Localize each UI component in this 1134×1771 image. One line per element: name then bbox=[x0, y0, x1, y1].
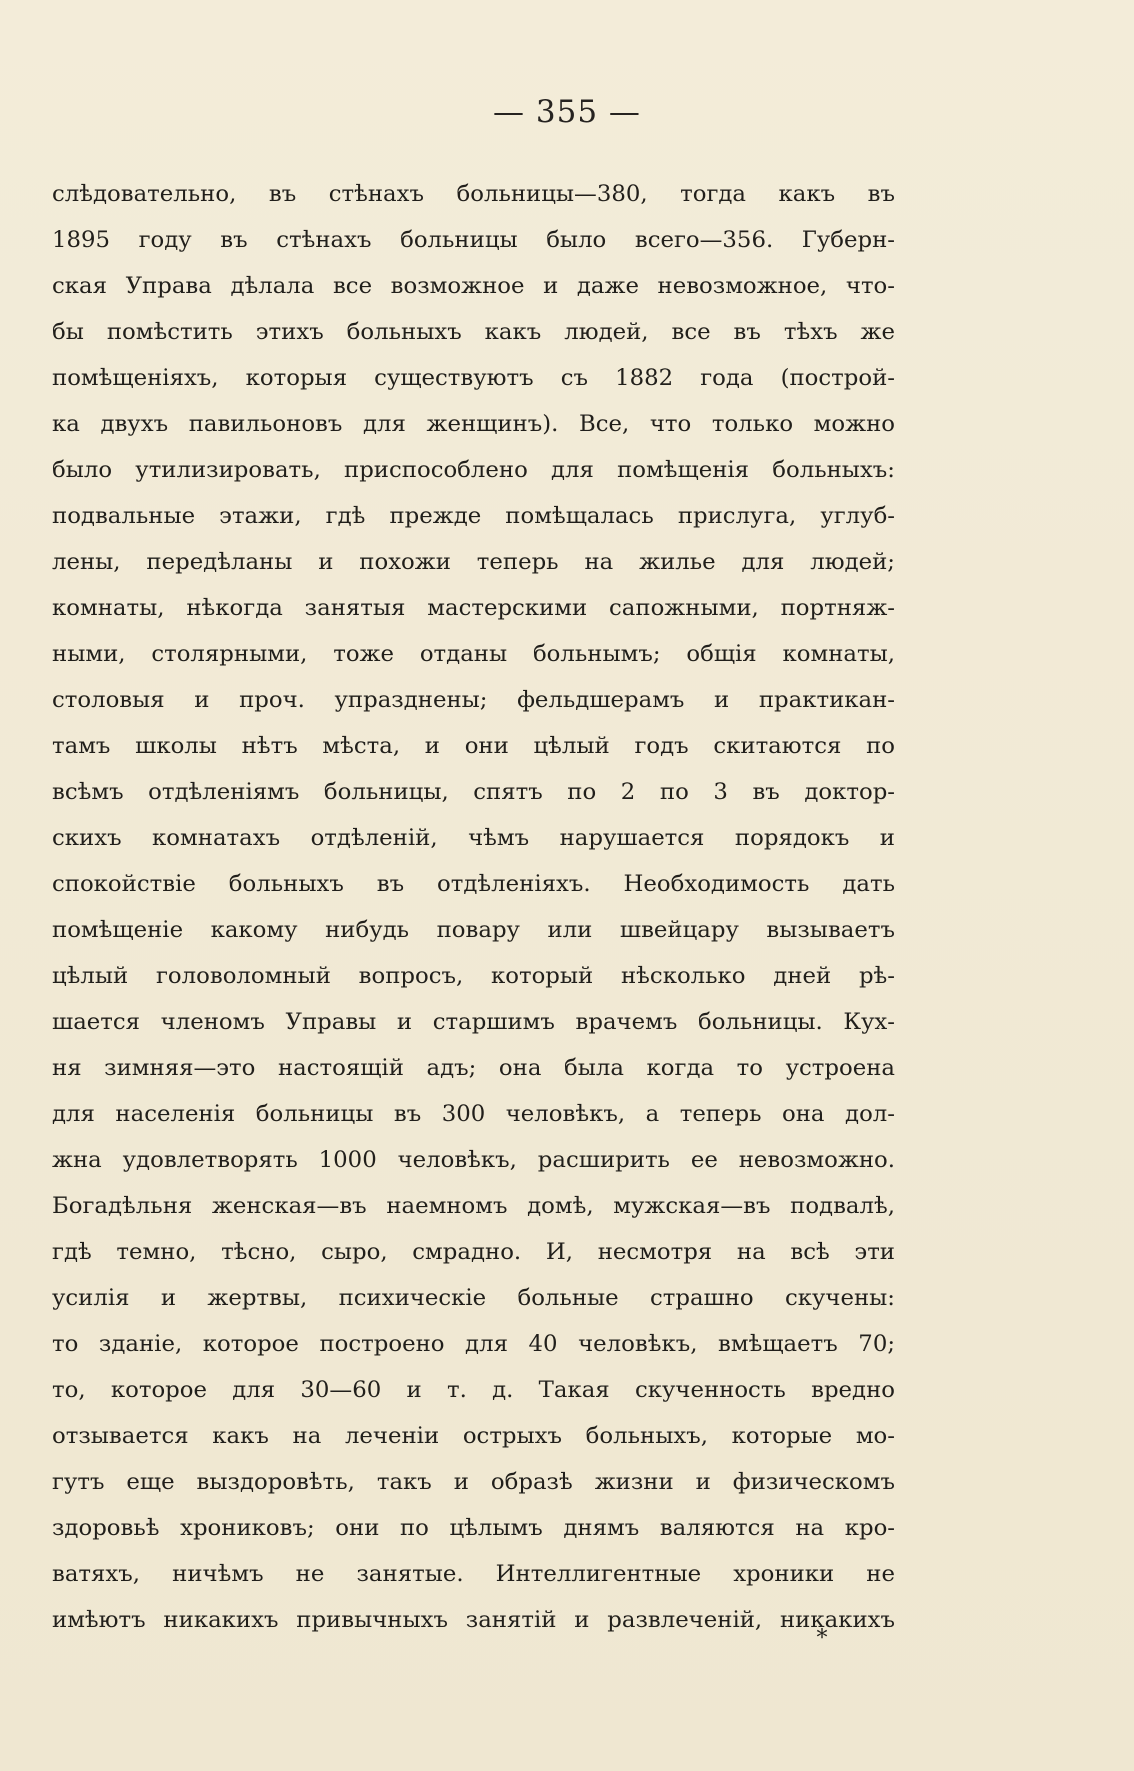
text-line: жна удовлетворять 1000 человѣкъ, расширить ее невозможно. bbox=[52, 1147, 895, 1173]
footer-mark: * bbox=[816, 1626, 828, 1651]
text-line: ными, столярными, тоже отданы больнымъ; общія комнаты, bbox=[52, 641, 895, 667]
text-line: скихъ комнатахъ отдѣленій, чѣмъ нарушается порядокъ и bbox=[52, 825, 895, 851]
body-text bbox=[52, 171, 895, 1643]
text-line: ня зимняя—это настоящій адъ; она была когда то устроена bbox=[52, 1055, 895, 1081]
text-line: всѣмъ отдѣленіямъ больницы, спятъ по 2 по 3 въ доктор- bbox=[52, 779, 895, 805]
text-line: шается членомъ Управы и старшимъ врачемъ больницы. Кух- bbox=[52, 1009, 895, 1035]
text-line: 1895 году въ стѣнахъ больницы было всего—356. Губерн- bbox=[52, 227, 895, 253]
text-line: ватяхъ, ничѣмъ не занятые. Интеллигентные хроники не bbox=[52, 1561, 895, 1587]
text-line: гдѣ темно, тѣсно, сыро, смрадно. И, несмотря на всѣ эти bbox=[52, 1239, 895, 1265]
text-line: то зданіе, которое построено для 40 человѣкъ, вмѣщаетъ 70; bbox=[52, 1331, 895, 1357]
text-line: спокойствіе больныхъ въ отдѣленіяхъ. Необходимость дать bbox=[52, 871, 895, 897]
text-line: комнаты, нѣкогда занятыя мастерскими сапожными, портняж- bbox=[52, 595, 895, 621]
text-line: имѣютъ никакихъ привычныхъ занятій и развлеченій, никакихъ bbox=[52, 1607, 895, 1633]
text-line: было утилизировать, приспособлено для помѣщенія больныхъ: bbox=[52, 457, 895, 483]
text-line: усилія и жертвы, психическіе больные страшно скучены: bbox=[52, 1285, 895, 1311]
text-line: помѣщеніяхъ, которыя существуютъ съ 1882 года (построй- bbox=[52, 365, 895, 391]
text-line: гутъ еще выздоровѣть, такъ и образѣ жизни и физическомъ bbox=[52, 1469, 895, 1495]
text-line: бы помѣстить этихъ больныхъ какъ людей, все въ тѣхъ же bbox=[52, 319, 895, 345]
text-line: слѣдовательно, въ стѣнахъ больницы—380, тогда какъ въ bbox=[52, 181, 895, 207]
text-line: для населенія больницы въ 300 человѣкъ, а теперь она дол- bbox=[52, 1101, 895, 1127]
text-line: то, которое для 30—60 и т. д. Такая скученность вредно bbox=[52, 1377, 895, 1403]
text-line: здоровьѣ хрониковъ; они по цѣлымъ днямъ валяются на кро- bbox=[52, 1515, 895, 1541]
page-number: — 355 — bbox=[493, 94, 641, 130]
text-line: лены, передѣланы и похожи теперь на жилье для людей; bbox=[52, 549, 895, 575]
text-line: ская Управа дѣлала все возможное и даже невозможное, что- bbox=[52, 273, 895, 299]
text-line: цѣлый головоломный вопросъ, который нѣсколько дней рѣ- bbox=[52, 963, 895, 989]
text-line: столовыя и проч. упразднены; фельдшерамъ и практикан- bbox=[52, 687, 895, 713]
text-line: отзывается какъ на леченіи острыхъ больныхъ, которые мо- bbox=[52, 1423, 895, 1449]
text-line: ка двухъ павильоновъ для женщинъ). Все, что только можно bbox=[52, 411, 895, 437]
text-line: помѣщеніе какому нибудь повару или швейцару вызываетъ bbox=[52, 917, 895, 943]
text-line: тамъ школы нѣтъ мѣста, и они цѣлый годъ скитаются по bbox=[52, 733, 895, 759]
text-line: подвальные этажи, гдѣ прежде помѣщалась прислуга, углуб- bbox=[52, 503, 895, 529]
text-line: Богадѣльня женская—въ наемномъ домѣ, мужская—въ подвалѣ, bbox=[52, 1193, 895, 1219]
